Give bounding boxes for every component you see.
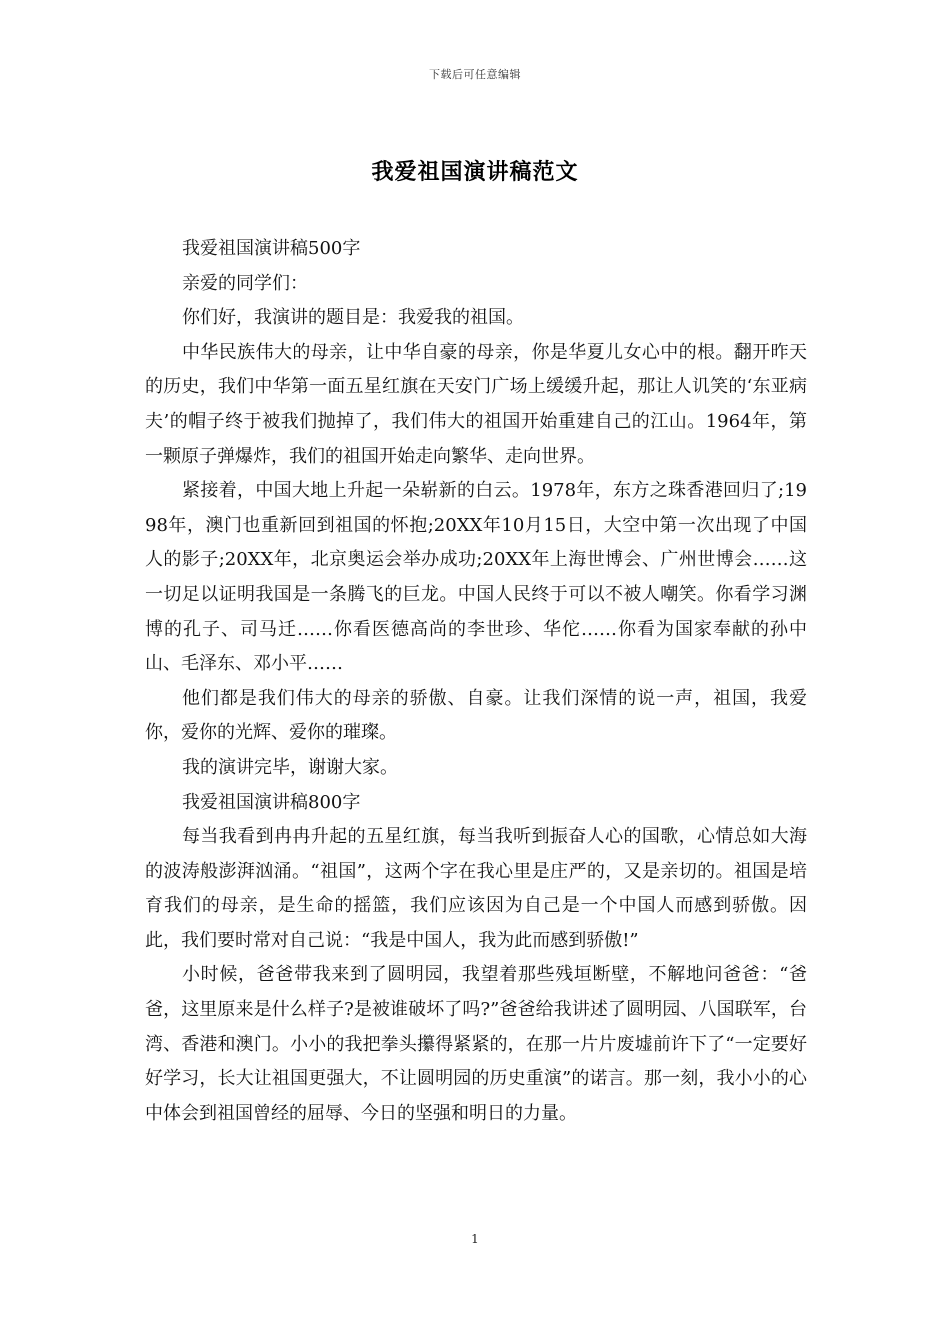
paragraph-greeting: 亲爱的同学们： [182,272,308,294]
document-body [145,232,807,1131]
paragraph-subtitle-800: 我爱祖国演讲稿800字 [182,791,361,813]
paragraph-childhood: 小时候，爸爸带我来到了圆明园，我望着那些残垣断壁，不解地问爸爸：“爸爸，这里原来是什么样子?是被谁破坏了吗?”爸爸给我讲述了圆明园、八国联军，台湾、香港和澳门。小小的我把拳头攥得紧紧的，在那一片片废墟前许下了“一定要好好学习，长大让祖国更强大，不让圆明园的历史重演”的诺言。那一刻，我小小的心中体会到祖国曾经的屈辱、今日的坚强和明日的力量。 [145,964,807,1124]
paragraph-closing: 我的演讲完毕，谢谢大家。 [182,756,398,778]
paragraph-intro: 你们好，我演讲的题目是：我爱我的祖国。 [182,307,524,329]
document-title: 我爱祖国演讲稿范文 [371,159,579,185]
paragraph-subtitle-500: 我爱祖国演讲稿500字 [182,238,361,259]
header-note: 下载后可任意编辑 [429,68,521,81]
paragraph-flag-anthem: 每当我看到冉冉升起的五星红旗，每当我听到振奋人心的国歌，心情总如大海的波涛般澎湃汹涌。“祖国”，这两个字在我心里是庄严的，又是亲切的。祖国是培育我们的母亲，是生命的摇篮，我们应该因为自己是一个中国人而感到骄傲。因此，我们要时常对自己说：“我是中国人，我为此而感到骄傲!” [145,826,807,951]
paragraph-pride: 他们都是我们伟大的母亲的骄傲、自豪。让我们深情的说一声，祖国，我爱你，爱你的光辉、爱你的璀璨。 [145,687,807,744]
paragraph-history: 中华民族伟大的母亲，让中华自豪的母亲，你是华夏儿女心中的根。翻开昨天的历史，我们中华第一面五星红旗在天安门广场上缓缓升起，那让人讥笑的‘东亚病夫’的帽子终于被我们抛掉了，我们伟大的祖国开始重建自己的江山。1964年，第一颗原子弹爆炸，我们的祖国开始走向繁华、走向世界。 [145,341,807,467]
paragraph-achievements: 紧接着，中国大地上升起一朵崭新的白云。1978年，东方之珠香港回归了;1998年，澳门也重新回到祖国的怀抱;20XX年10月15日，大空中第一次出现了中国人的影子;20XX年，北京奥运会举办成功;20XX年上海世博会、广州世博会……这一切足以证明我国是一条腾飞的巨龙。中国人民终于可以不被人嘲笑。你看学习渊博的孔子、司马迁……你看医德高尚的李世珍、华佗……你看为国家奉献的孙中山、毛泽东、邓小平…… [145,480,807,675]
page-number: 1 [471,1232,479,1246]
